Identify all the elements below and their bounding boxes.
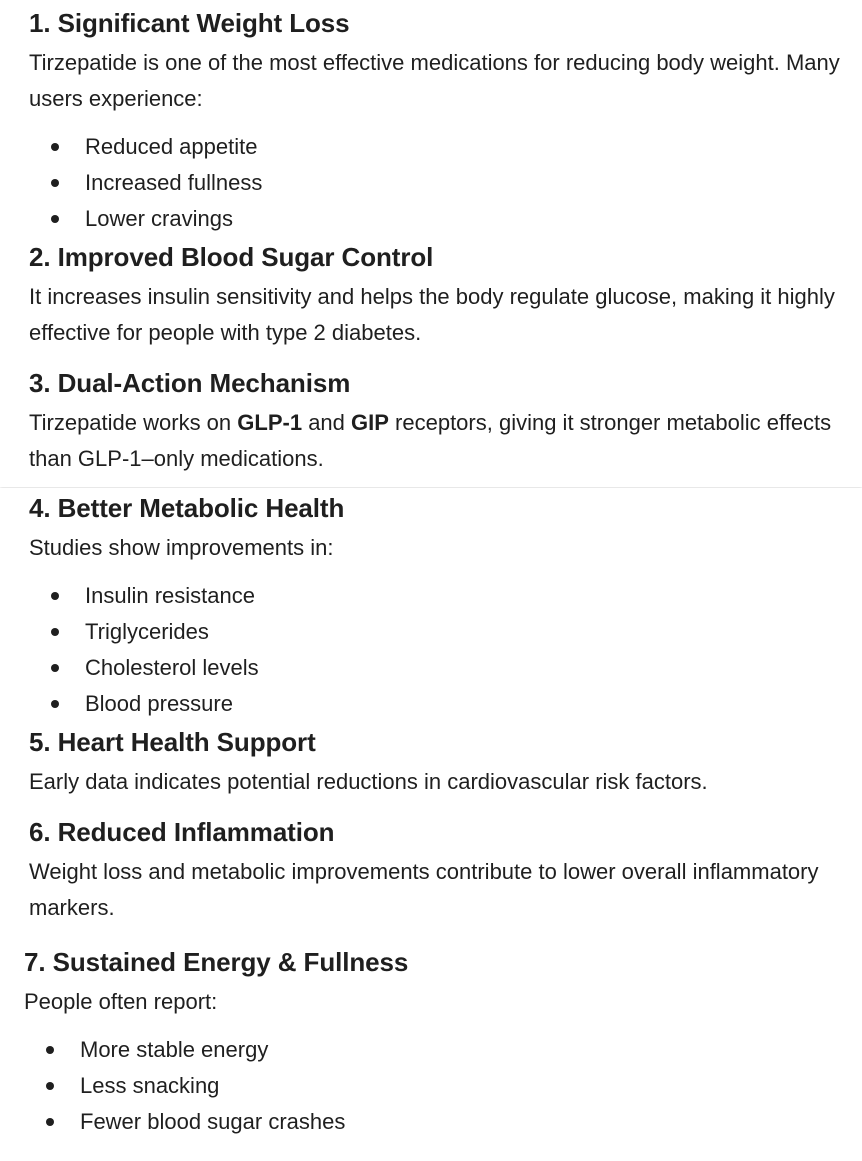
list-item: More stable energy bbox=[24, 1032, 844, 1068]
bullet-list bbox=[29, 129, 849, 237]
bullet-icon bbox=[46, 1046, 54, 1054]
bullet-icon bbox=[51, 700, 59, 708]
list-item: Increased fullness bbox=[29, 165, 849, 201]
section-text: Early data indicates potential reductions in cardiovascular risk factors. bbox=[29, 769, 708, 794]
section-text: It increases insulin sensitivity and helps the body regulate glucose, making it highly effective for people with type 2 diabetes. bbox=[29, 284, 835, 345]
bullet-icon bbox=[46, 1082, 54, 1090]
section-heading: 7. Sustained Energy & Fullness bbox=[24, 947, 409, 977]
bullet-icon bbox=[51, 179, 59, 187]
section-text: Weight loss and metabolic improvements contribute to lower overall inflammatory markers. bbox=[29, 859, 819, 920]
list-item: Reduced appetite bbox=[29, 129, 849, 165]
list-item: Triglycerides bbox=[29, 614, 849, 650]
section-text: Tirzepatide is one of the most effective medications for reducing body weight. Many users experience: bbox=[29, 50, 840, 111]
section-heading: 1. Significant Weight Loss bbox=[29, 8, 350, 38]
section-text: People often report: bbox=[24, 989, 218, 1014]
section-text: Tirzepatide works on GLP-1 and GIP receptors, giving it stronger metabolic effects than GLP-1–only medications. bbox=[29, 410, 832, 471]
section-metabolic-health bbox=[29, 492, 849, 722]
bullet-icon bbox=[51, 664, 59, 672]
receptor-name: GLP-1 bbox=[237, 410, 303, 435]
bullet-icon bbox=[51, 592, 59, 600]
content-card-bottom bbox=[0, 488, 862, 1161]
receptor-name: GIP bbox=[351, 410, 389, 435]
list-item: Lower cravings bbox=[29, 201, 849, 237]
section-weight-loss bbox=[29, 7, 849, 237]
bullet-icon bbox=[51, 143, 59, 151]
content-card-top bbox=[0, 0, 862, 487]
section-heading: 5. Heart Health Support bbox=[29, 727, 316, 757]
list-item: Less snacking bbox=[24, 1068, 844, 1104]
list-item: Cholesterol levels bbox=[29, 650, 849, 686]
bullet-list bbox=[29, 578, 849, 722]
section-dual-action bbox=[29, 367, 844, 477]
section-heading: 2. Improved Blood Sugar Control bbox=[29, 242, 434, 272]
list-item: Insulin resistance bbox=[29, 578, 849, 614]
bullet-icon bbox=[46, 1118, 54, 1126]
section-heart-health bbox=[29, 726, 849, 800]
section-heading: 6. Reduced Inflammation bbox=[29, 817, 335, 847]
section-heading: 4. Better Metabolic Health bbox=[29, 493, 345, 523]
list-item: Blood pressure bbox=[29, 686, 849, 722]
list-item: Fewer blood sugar crashes bbox=[24, 1104, 844, 1140]
section-energy-fullness bbox=[24, 946, 844, 1140]
bullet-list bbox=[24, 1032, 844, 1140]
bullet-icon bbox=[51, 628, 59, 636]
section-heading: 3. Dual-Action Mechanism bbox=[29, 368, 351, 398]
bullet-icon bbox=[51, 215, 59, 223]
section-inflammation bbox=[29, 816, 819, 926]
section-blood-sugar bbox=[29, 241, 854, 351]
section-text: Studies show improvements in: bbox=[29, 535, 334, 560]
